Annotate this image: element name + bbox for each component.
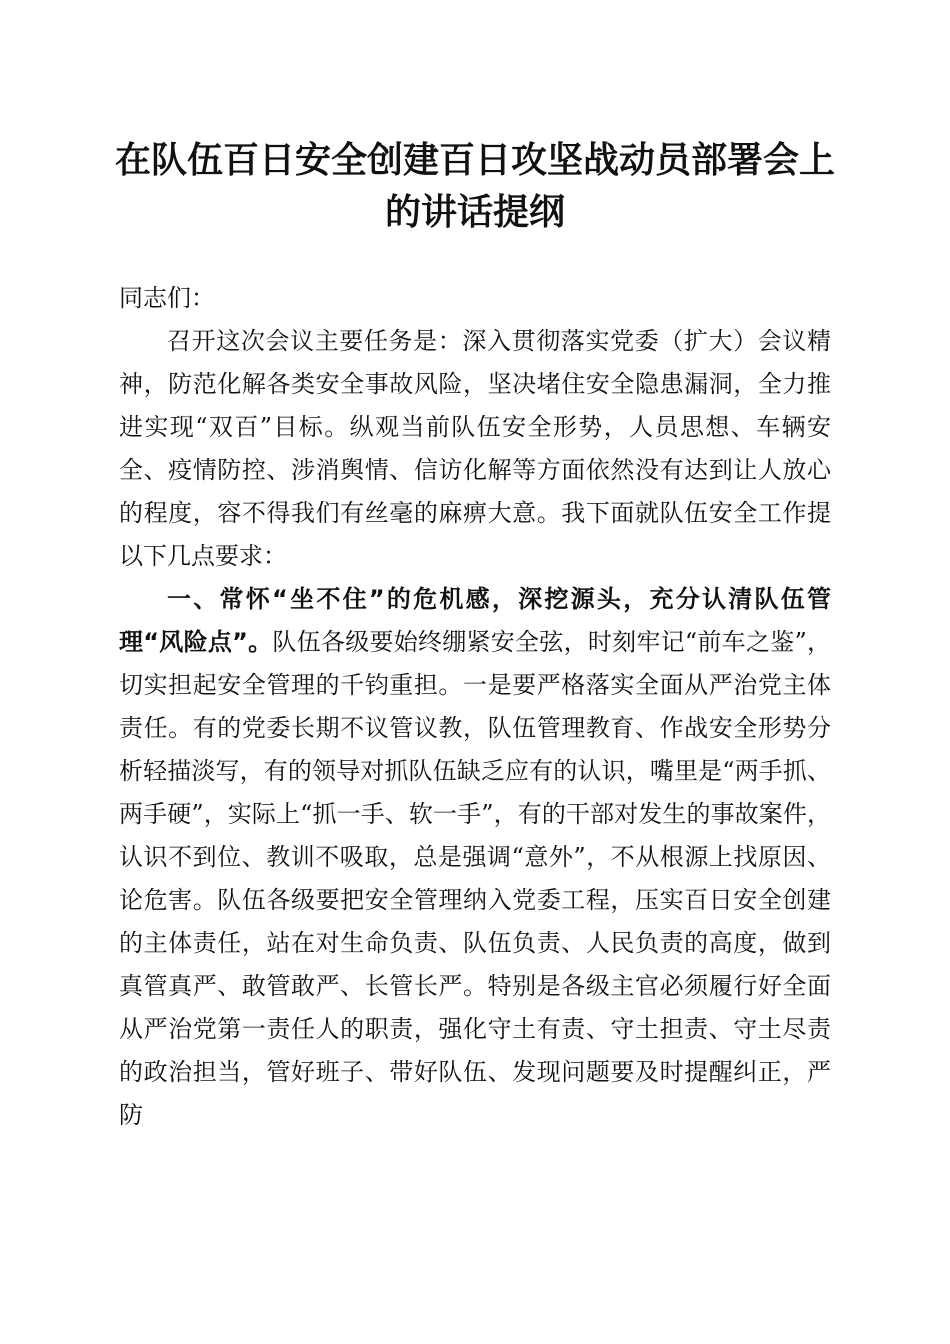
- title-line-2: 的讲话提纲: [384, 191, 565, 233]
- opening-paragraph: 召开这次会议主要任务是：深入贯彻落实党委（扩大）会议精神，防范化解各类安全事故风险，坚决堵住安全隐患漏洞，全力推进实现“双百”目标。纵观当前队伍安全形势，人员思想、车辆安全、疫情防控、涉消舆情、信访化解等方面依然没有达到让人放心的程度，容不得我们有丝毫的麻痹大意。我下面就队伍安全工作提以下几点要求：: [119, 327, 831, 570]
- title-line-1: 在队伍百日安全创建百日攻坚战动员部署会上: [114, 139, 835, 181]
- section-1-paragraph: [119, 578, 831, 1137]
- document-body: [119, 277, 831, 1137]
- section-1-body: 队伍各级要始终绷紧安全弦，时刻牢记“前车之鉴”，切实担起安全管理的千钧重担。一是要严格落实全面从严治党主体责任。有的党委长期不议管议教，队伍管理教育、作战安全形势分析轻描淡写，有的领导对抓队伍缺乏应有的认识，嘴里是“两手抓、两手硬”，实际上“抓一手、软一手”，有的干部对发生的事故案件，认识不到位、教训不吸取，总是强调“意外”，不从根源上找原因、论危害。队伍各级要把安全管理纳入党委工程，压实百日安全创建的主体责任，站在对生命负责、队伍负责、人民负责的高度，做到真管真严、敢管敢严、长管长严。特别是各级主官必须履行好全面从严治党第一责任人的职责，强化守土有责、守土担责、守土尽责的政治担当，管好班子、带好队伍、发现问题要及时提醒纠正，严防: [119, 628, 832, 1129]
- salutation: 同志们：: [119, 284, 215, 312]
- section-1-heading: 一、常怀“坐不住”的危机感，深挖源头，充分认清队伍管理“风险点”。: [119, 585, 831, 656]
- document-title: [110, 134, 840, 238]
